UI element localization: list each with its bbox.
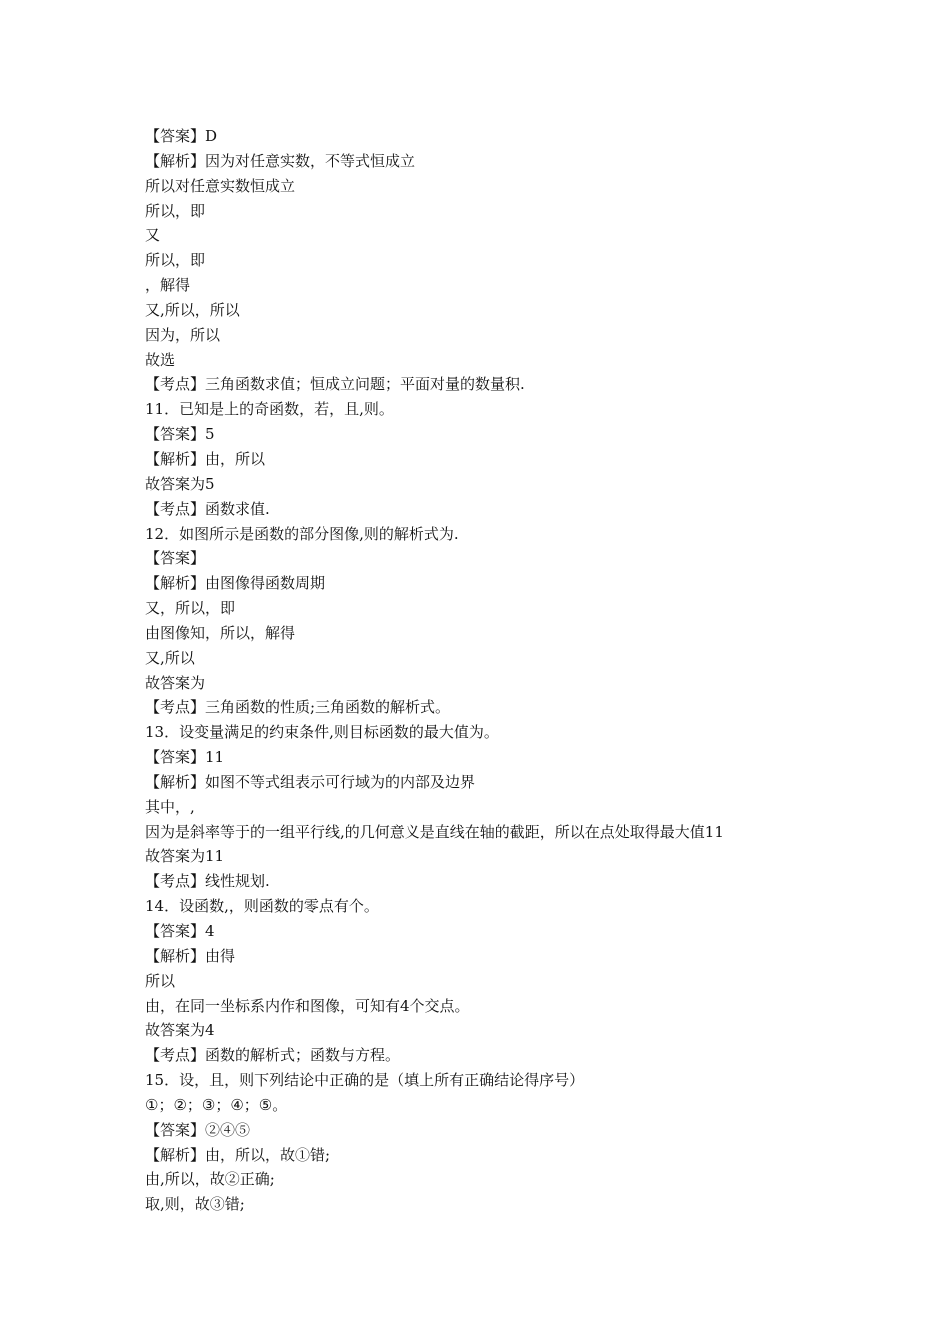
text-line: 【解析】由得 xyxy=(145,946,236,965)
text-line: ①；②；③；④；⑤。 xyxy=(145,1095,288,1114)
text-line: 故答案为4 xyxy=(145,1021,215,1040)
text-line: 【答案】②④⑤ xyxy=(145,1120,251,1139)
text-line: 由,所以，故②正确; xyxy=(145,1170,275,1189)
text-line: 【答案】 xyxy=(145,549,206,568)
text-line: 【答案】4 xyxy=(145,922,215,940)
text-line: 【答案】D xyxy=(145,127,218,145)
text-line: 所以，即 xyxy=(145,251,206,270)
text-line: 【考点】线性规划. xyxy=(145,872,270,891)
text-line: 所以 xyxy=(145,971,176,990)
text-line: 【考点】函数的解析式；函数与方程。 xyxy=(145,1046,401,1065)
text-line: 故选 xyxy=(145,350,176,369)
text-line: 取,则，故③错; xyxy=(145,1195,245,1214)
text-line: 【解析】由，所以，故①错; xyxy=(145,1145,331,1164)
text-line: 【解析】因为对任意实数，不等式恒成立 xyxy=(145,151,416,170)
text-line: 又 xyxy=(145,226,161,245)
text-line: 【答案】5 xyxy=(145,425,215,444)
question-11: 11．已知是上的奇函数，若，且,则。 xyxy=(145,400,394,419)
text-line: 故答案为 xyxy=(145,673,206,692)
text-line: 故答案为5 xyxy=(145,474,215,493)
text-line: 因为是斜率等于的一组平行线,的几何意义是直线在轴的截距，所以在点处取得最大值11 xyxy=(145,822,724,841)
text-line: 【考点】三角函数的性质;三角函数的解析式。 xyxy=(145,698,451,717)
text-line: 【答案】11 xyxy=(145,748,225,767)
text-line: 由图像知，所以，解得 xyxy=(145,623,296,642)
text-line: 【解析】如图不等式组表示可行域为的内部及边界 xyxy=(145,772,476,791)
question-12: 12．如图所示是函数的部分图像,则的解析式为. xyxy=(145,524,459,543)
text-line: 【解析】由图像得函数周期 xyxy=(145,574,326,593)
text-line: 所以对任意实数恒成立 xyxy=(145,176,296,195)
text-line: 又,所以，所以 xyxy=(145,300,240,319)
text-line: 【解析】由，所以 xyxy=(145,449,266,468)
question-14: 14．设函数,，则函数的零点有个。 xyxy=(145,897,379,916)
question-13: 13．设变量满足的约束条件,则目标函数的最大值为。 xyxy=(145,723,499,742)
text-line: 【考点】三角函数求值；恒成立问题；平面对量的数量积. xyxy=(145,375,525,394)
text-line: 其中，, xyxy=(145,797,195,816)
document-body xyxy=(145,124,845,1217)
text-line: 故答案为11 xyxy=(145,847,225,866)
text-line: ，解得 xyxy=(145,276,191,295)
question-15: 15．设，且，则下列结论中正确的是（填上所有正确结论得序号） xyxy=(145,1071,585,1090)
text-line: 【考点】函数求值. xyxy=(145,499,270,518)
text-line: 又,所以 xyxy=(145,648,195,667)
text-line: 又，所以，即 xyxy=(145,599,236,618)
text-line: 所以，即 xyxy=(145,201,206,220)
text-line: 因为，所以 xyxy=(145,325,221,344)
text-line: 由，在同一坐标系内作和图像，可知有4个交点。 xyxy=(145,996,470,1015)
